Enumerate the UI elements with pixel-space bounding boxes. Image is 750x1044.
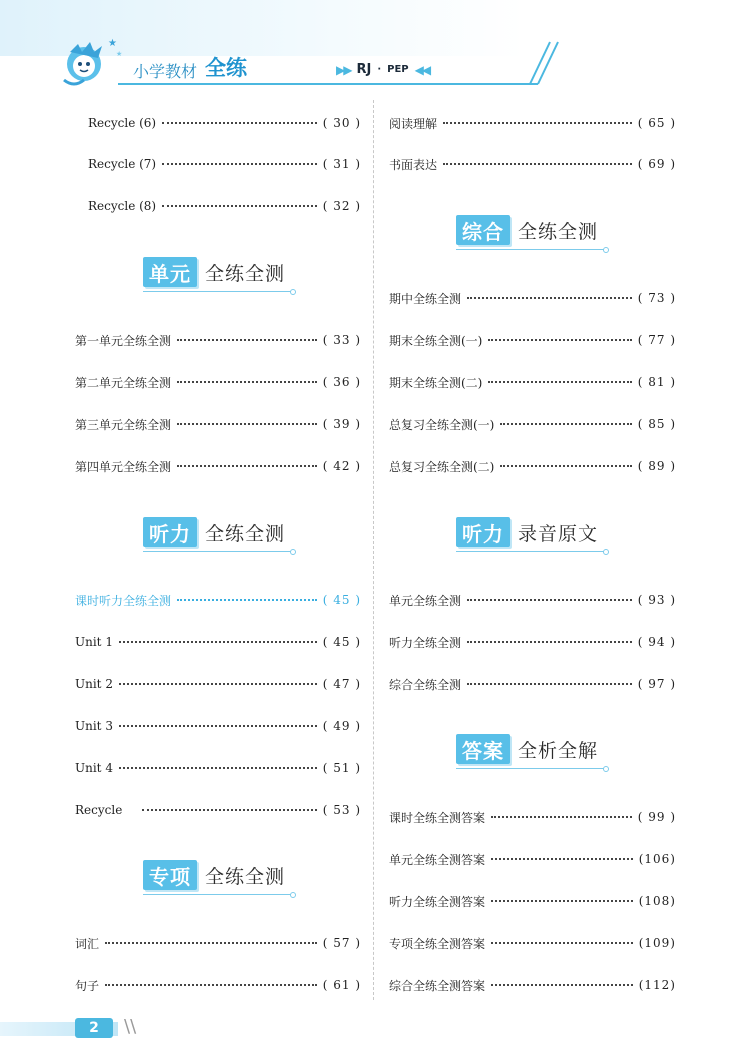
entry-page: ( 51 ) — [322, 761, 361, 775]
entry-label: 听力全练全测答案 — [389, 894, 486, 909]
leader-dots — [105, 942, 317, 944]
brand-main-title: 全练 — [205, 56, 248, 80]
leader-dots — [467, 599, 632, 601]
toc-entry[interactable] — [75, 933, 361, 953]
toc-entry[interactable] — [75, 975, 361, 995]
toc-entry[interactable] — [389, 288, 676, 308]
section-rest: 录音原文 — [518, 522, 599, 545]
header-rule — [118, 83, 538, 85]
toc-entry-highlighted[interactable] — [75, 590, 361, 610]
leader-dots — [491, 858, 633, 860]
leader-dots — [467, 297, 632, 299]
entry-label: Unit 4 — [75, 761, 113, 775]
entry-page: ( 32 ) — [322, 199, 361, 213]
leader-dots — [443, 163, 632, 165]
leader-dots — [119, 767, 317, 769]
leader-dots — [491, 942, 633, 944]
toc-entry[interactable] — [389, 849, 676, 869]
leader-dots — [177, 599, 317, 601]
entry-label: Recycle — [75, 803, 123, 817]
section-heading-comprehensive — [456, 213, 598, 247]
section-underline — [456, 249, 606, 250]
entry-label: 单元全练全测答案 — [389, 852, 486, 867]
entry-page: (108) — [638, 894, 676, 908]
entry-label: 期末全练全测(一) — [389, 333, 483, 348]
section-rest: 全练全测 — [205, 522, 286, 545]
svg-text:★: ★ — [116, 50, 123, 58]
entry-page: ( 33 ) — [322, 333, 361, 347]
entry-page: ( 42 ) — [322, 459, 361, 473]
leader-dots — [162, 122, 317, 124]
entry-label: Unit 3 — [75, 719, 113, 733]
toc-entry[interactable] — [389, 154, 676, 174]
entry-label: 句子 — [75, 978, 100, 993]
entry-label: 综合全练全测答案 — [389, 978, 486, 993]
arrow-left-icon: ◀◀ — [414, 62, 430, 77]
entry-label: 听力全练全测 — [389, 635, 462, 650]
svg-text:★: ★ — [108, 38, 117, 49]
toc-entry[interactable] — [75, 372, 361, 392]
brand-subtitle: 小学教材 — [133, 62, 198, 81]
leader-dots — [488, 381, 631, 383]
leader-dots — [119, 641, 317, 643]
entry-page: (109) — [638, 936, 676, 950]
leader-dots — [177, 381, 317, 383]
toc-entry[interactable] — [389, 975, 676, 995]
toc-entry[interactable] — [75, 758, 361, 778]
entry-label: Recycle (7) — [88, 157, 157, 171]
leader-dots — [162, 205, 317, 207]
edition-rj: RJ — [356, 62, 372, 77]
entry-label: 第二单元全练全测 — [75, 375, 172, 390]
toc-entry[interactable] — [389, 891, 676, 911]
leader-dots — [500, 423, 631, 425]
toc-entry[interactable] — [389, 113, 676, 133]
entry-label: Recycle (8) — [88, 199, 157, 213]
toc-entry[interactable] — [389, 372, 676, 392]
column-divider — [373, 100, 374, 1000]
entry-page: (106) — [638, 852, 676, 866]
toc-entry[interactable] — [75, 414, 361, 434]
toc-entry[interactable] — [75, 674, 361, 694]
entry-page: ( 39 ) — [322, 417, 361, 431]
entry-page: ( 73 ) — [637, 291, 676, 305]
toc-entry[interactable] — [88, 113, 361, 133]
entry-page: ( 97 ) — [637, 677, 676, 691]
section-underline — [143, 291, 293, 292]
section-underline — [143, 894, 293, 895]
entry-label: 专项全练全测答案 — [389, 936, 486, 951]
toc-entry[interactable] — [75, 632, 361, 652]
entry-page: ( 45 ) — [322, 593, 361, 607]
entry-page: ( 36 ) — [322, 375, 361, 389]
entry-page: ( 99 ) — [637, 810, 676, 824]
leader-dots — [491, 900, 633, 902]
entry-page: ( 89 ) — [637, 459, 676, 473]
entry-page: ( 30 ) — [322, 116, 361, 130]
leader-dots — [467, 683, 632, 685]
toc-entry[interactable] — [389, 933, 676, 953]
leader-dots — [162, 163, 317, 165]
entry-label: 阅读理解 — [389, 116, 438, 131]
entry-page: ( 45 ) — [322, 635, 361, 649]
section-rest: 全析全解 — [518, 739, 599, 762]
entry-label: 课时听力全练全测 — [75, 593, 172, 608]
leader-dots — [500, 465, 631, 467]
section-underline — [456, 768, 606, 769]
leader-dots — [119, 683, 317, 685]
entry-page: ( 65 ) — [637, 116, 676, 130]
entry-label: Unit 1 — [75, 635, 113, 649]
section-rest: 全练全测 — [205, 262, 286, 285]
entry-label: 单元全练全测 — [389, 593, 462, 608]
entry-page: ( 57 ) — [322, 936, 361, 950]
entry-label: 书面表达 — [389, 157, 438, 172]
toc-entry[interactable] — [75, 456, 361, 476]
leader-dots — [491, 984, 633, 986]
section-rest: 全练全测 — [205, 865, 286, 888]
toc-entry[interactable] — [75, 330, 361, 350]
section-heading-unit — [143, 255, 285, 289]
section-key: 单元 — [143, 257, 197, 287]
section-underline — [456, 551, 606, 552]
leader-dots — [488, 339, 631, 341]
edition-pep: PEP — [387, 64, 409, 75]
entry-page: ( 93 ) — [637, 593, 676, 607]
toc-entry[interactable] — [88, 196, 361, 216]
leader-dots — [491, 816, 632, 818]
edition-tag — [336, 62, 429, 77]
leader-dots — [443, 122, 632, 124]
section-key: 综合 — [456, 215, 510, 245]
section-heading-listening — [143, 515, 285, 549]
leader-dots — [177, 339, 317, 341]
toc-entry[interactable] — [389, 674, 676, 694]
entry-page: ( 31 ) — [322, 157, 361, 171]
entry-page: ( 61 ) — [322, 978, 361, 992]
entry-label: 第四单元全练全测 — [75, 459, 172, 474]
entry-label: 词汇 — [75, 936, 100, 951]
page-number: 2 — [75, 1018, 113, 1038]
entry-label: Recycle (6) — [88, 116, 157, 130]
leader-dots — [142, 809, 316, 811]
entry-label: 第一单元全练全测 — [75, 333, 172, 348]
toc-entry[interactable] — [389, 456, 676, 476]
entry-page: ( 69 ) — [637, 157, 676, 171]
leader-dots — [177, 465, 317, 467]
entry-page: ( 94 ) — [637, 635, 676, 649]
section-heading-special — [143, 858, 285, 892]
entry-page: ( 85 ) — [637, 417, 676, 431]
entry-label: 总复习全练全测(一) — [389, 417, 495, 432]
section-underline — [143, 551, 293, 552]
entry-label: 期中全练全测 — [389, 291, 462, 306]
page-footer — [0, 1014, 750, 1044]
entry-label: 第三单元全练全测 — [75, 417, 172, 432]
section-key: 听力 — [456, 517, 510, 547]
toc-entry[interactable] — [389, 590, 676, 610]
leader-dots — [467, 641, 632, 643]
entry-page: ( 47 ) — [322, 677, 361, 691]
toc-entry[interactable] — [389, 330, 676, 350]
section-key: 专项 — [143, 860, 197, 890]
entry-page: ( 77 ) — [637, 333, 676, 347]
section-rest: 全练全测 — [518, 220, 599, 243]
section-heading-transcript — [456, 515, 598, 549]
section-heading-answers — [456, 732, 598, 766]
brand-title — [133, 58, 247, 82]
corner-stripes-icon — [528, 40, 560, 86]
toc-entry[interactable] — [88, 154, 361, 174]
footer-slash-icon: \\ — [124, 1016, 137, 1037]
entry-label: 总复习全练全测(二) — [389, 459, 495, 474]
toc-entry[interactable] — [389, 632, 676, 652]
entry-page: ( 53 ) — [322, 803, 361, 817]
entry-page: ( 49 ) — [322, 719, 361, 733]
toc-entry[interactable] — [389, 807, 676, 827]
section-key: 答案 — [456, 734, 510, 764]
entry-page: ( 81 ) — [637, 375, 676, 389]
toc-entry[interactable] — [75, 716, 361, 736]
entry-label: 期末全练全测(二) — [389, 375, 483, 390]
leader-dots — [177, 423, 317, 425]
toc-entry[interactable] — [75, 800, 361, 820]
entry-label: 综合全练全测 — [389, 677, 462, 692]
arrow-right-icon: ▶▶ — [336, 62, 351, 77]
leader-dots — [105, 984, 317, 986]
toc-entry[interactable] — [389, 414, 676, 434]
edition-separator: · — [377, 64, 382, 75]
entry-page: (112) — [638, 978, 676, 992]
leader-dots — [119, 725, 317, 727]
section-key: 听力 — [143, 517, 197, 547]
entry-label: Unit 2 — [75, 677, 113, 691]
entry-label: 课时全练全测答案 — [389, 810, 486, 825]
